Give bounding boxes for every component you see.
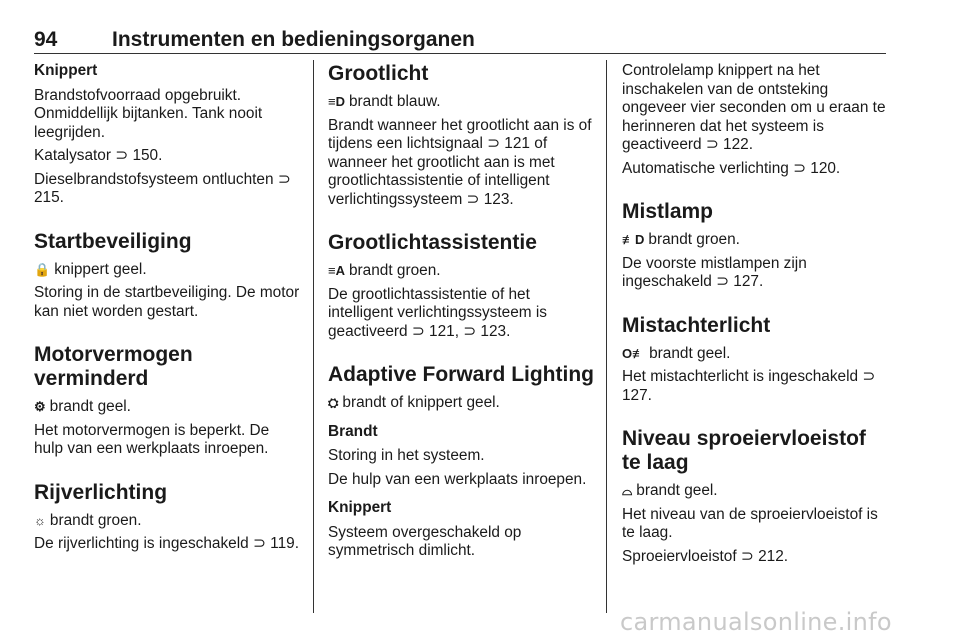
indicator-line bbox=[328, 93, 594, 112]
paragraph-link: De grootlichtassistentie of het intelligent verlichtingssysteem is geactiveerd ⊃ 121, ⊃ 123. bbox=[328, 285, 547, 340]
indicator-text: brandt of knippert geel. bbox=[342, 394, 500, 411]
heading-startbeveiliging: Startbeveiliging bbox=[34, 229, 192, 253]
paragraph: Storing in de startbeveiliging. De motor kan niet worden gestart. bbox=[34, 284, 300, 320]
paragraph-link: Controlelamp knippert na het inschakelen van de ontsteking ongeveer vier seconden om u eraan te herinneren dat het systeem is geactiveerd ⊃ 122. bbox=[622, 62, 886, 153]
front-fog-icon: ≢D bbox=[622, 232, 645, 247]
indicator-text: brandt geel. bbox=[49, 398, 131, 415]
indicator-text: brandt groen. bbox=[648, 231, 740, 248]
paragraph: Het niveau van de sproeiervloeistof is te laag. bbox=[622, 505, 878, 541]
indicator-line bbox=[34, 512, 300, 531]
subheading-knippert: Knippert bbox=[34, 62, 98, 79]
indicator-line bbox=[622, 345, 888, 364]
paragraph: Het motorvermogen is beperkt. De hulp van een werkplaats inroepen. bbox=[34, 421, 270, 457]
heading-mistachterlicht: Mistachterlicht bbox=[622, 313, 771, 337]
paragraph-link: De voorste mistlampen zijn ingeschakeld ⊃ 127. bbox=[622, 254, 807, 290]
column-2 bbox=[328, 62, 594, 566]
subheading-brandt: Brandt bbox=[328, 422, 378, 440]
heading-rijverlichting: Rijverlichting bbox=[34, 480, 168, 504]
column-divider-2 bbox=[606, 60, 607, 613]
paragraph: De hulp van een werkplaats inroepen. bbox=[328, 470, 587, 488]
indicator-line bbox=[34, 261, 300, 280]
heading-mistlamp: Mistlamp bbox=[622, 200, 714, 223]
paragraph-link: Dieselbrandstofsysteem ontluchten ⊃ 215. bbox=[34, 170, 291, 206]
engine-power-icon: ⚙ bbox=[34, 399, 46, 414]
immobiliser-icon: 🔒 bbox=[34, 261, 51, 277]
column-3 bbox=[622, 62, 888, 571]
column-divider-1 bbox=[313, 60, 314, 613]
paragraph: Storing in het systeem. bbox=[328, 447, 485, 464]
column-1 bbox=[34, 62, 300, 559]
subheading-knippert: Knippert bbox=[328, 499, 392, 516]
indicator-line bbox=[622, 482, 888, 501]
indicator-text: knippert geel. bbox=[54, 260, 147, 278]
heading-grootlichtassistentie: Grootlichtassistentie bbox=[328, 231, 537, 254]
indicator-line bbox=[328, 262, 594, 281]
afl-icon: ⛭ bbox=[328, 395, 339, 410]
high-beam-assist-icon: ≡A bbox=[328, 263, 345, 278]
high-beam-icon: ≡D bbox=[328, 94, 345, 109]
indicator-text: brandt groen. bbox=[49, 511, 142, 529]
indicator-line bbox=[328, 394, 594, 413]
rear-fog-icon: O≢ bbox=[622, 345, 646, 361]
paragraph-link: Brandt wanneer het grootlicht aan is of tijdens een lichtsignaal ⊃ 121 of wanneer het grootlicht aan is met grootlichtassistentie of intelligent verlichtingssysteem ⊃ 123. bbox=[328, 116, 592, 208]
paragraph-link: Katalysator ⊃ 150. bbox=[34, 147, 163, 164]
heading-grootlicht: Grootlicht bbox=[328, 62, 429, 85]
washer-fluid-icon: ⌓ bbox=[622, 483, 633, 498]
paragraph-link: De rijverlichting is ingeschakeld ⊃ 119. bbox=[34, 535, 299, 552]
watermark: carmanualsonline.info bbox=[620, 608, 892, 636]
page-header-title: Instrumenten en bedieningsorganen bbox=[112, 28, 475, 51]
indicator-text: brandt geel. bbox=[636, 482, 718, 499]
header-rule bbox=[34, 53, 886, 54]
heading-motorvermogen: Motorvermogen verminderd bbox=[34, 343, 193, 390]
heading-adaptive-forward-lighting: Adaptive Forward Lighting bbox=[328, 363, 594, 386]
indicator-text: brandt groen. bbox=[348, 262, 441, 279]
heading-sproeiervloeistof: Niveau sproeiervloeistof te laag bbox=[622, 427, 866, 474]
paragraph: Brandstofvoorraad opgebruikt. Onmiddellijk bijtanken. Tank nooit leegrijden. bbox=[34, 86, 263, 141]
indicator-text: brandt blauw. bbox=[348, 93, 441, 110]
paragraph-link: Sproeiervloeistof ⊃ 212. bbox=[622, 547, 789, 565]
indicator-line bbox=[34, 398, 300, 417]
paragraph-link: Automatische verlichting ⊃ 120. bbox=[622, 159, 841, 177]
paragraph: Systeem overgeschakeld op symmetrisch dimlicht. bbox=[328, 523, 522, 559]
page-number: 94 bbox=[34, 28, 58, 51]
paragraph-link: Het mistachterlicht is ingeschakeld ⊃ 127. bbox=[622, 368, 876, 404]
indicator-line bbox=[622, 231, 888, 250]
side-light-icon: ☼ bbox=[34, 512, 46, 528]
indicator-text: brandt geel. bbox=[649, 344, 731, 362]
